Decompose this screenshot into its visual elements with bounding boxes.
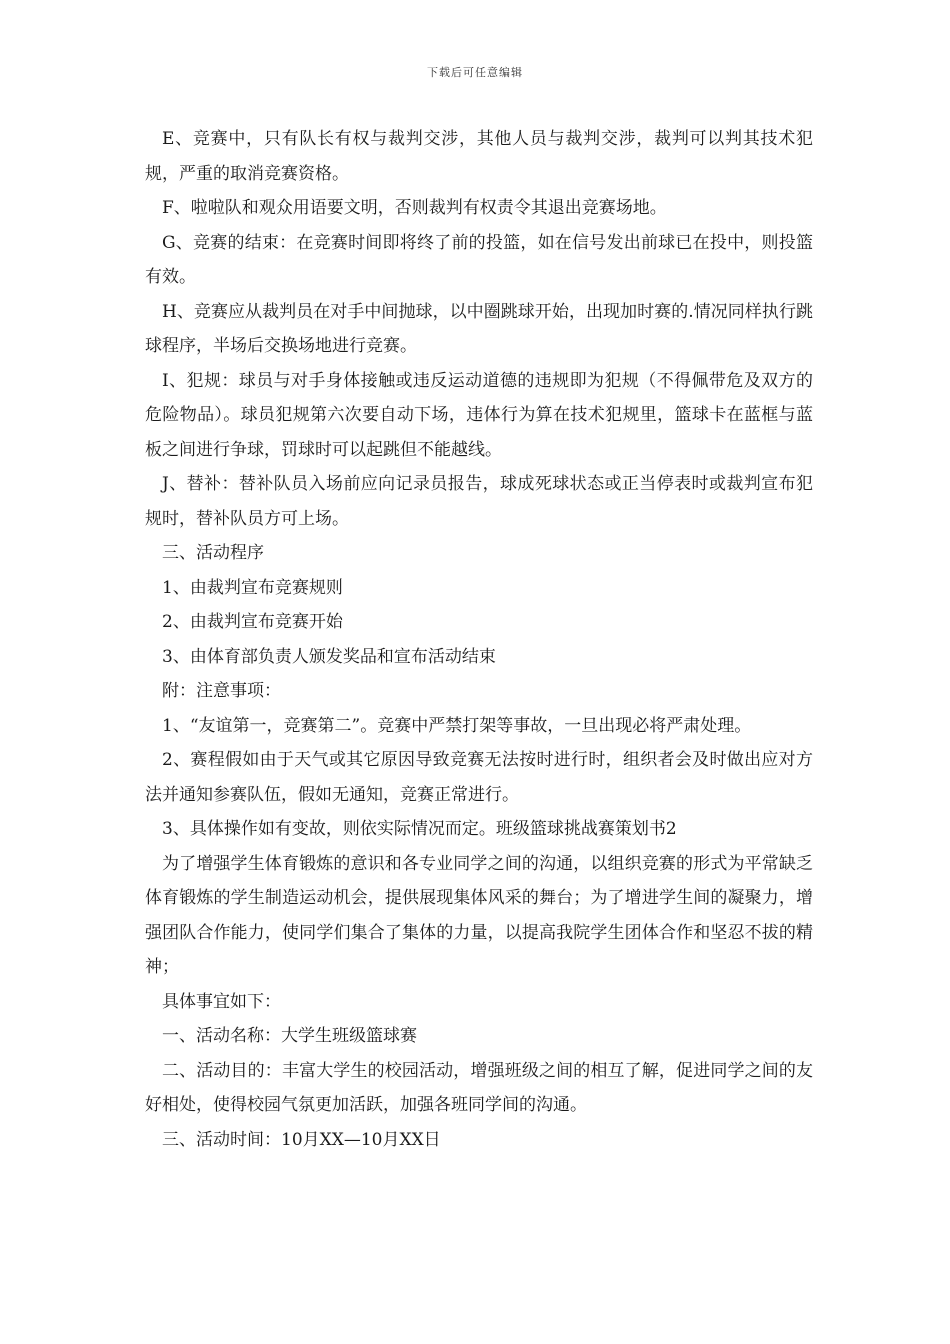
paragraph-rule-g: G、竞赛的结束：在竞赛时间即将终了前的投篮，如在信号发出前球已在投中，则投篮有效。 (145, 232, 813, 287)
procedure-step-1: 1、由裁判宣布竞赛规则 (162, 577, 343, 598)
details-heading: 具体事宜如下： (162, 991, 281, 1012)
paragraph-rule-i: I、犯规：球员与对手身体接触或违反运动道德的违规即为犯规（不得佩带危及双方的危险物品）。球员犯规第六次要自动下场，违体行为算在技术犯规里，篮球卡在蓝框与蓝板之间进行争球，罚球时可以起跳但不能越线。 (145, 370, 813, 460)
page-header: 下载后可任意编辑 (427, 66, 523, 79)
intro-paragraph: 为了增强学生体育锻炼的意识和各专业同学之间的沟通，以组织竞赛的形式为平常缺乏体育锻炼的学生制造运动机会，提供展现集体风采的舞台；为了增进学生间的凝聚力，增强团队合作能力，使同学们集合了集体的力量，以提高我院学生团体合作和坚忍不拔的精神； (145, 853, 813, 977)
procedure-step-2: 2、由裁判宣布竞赛开始 (162, 612, 343, 632)
activity-name: 一、活动名称：大学生班级篮球赛 (162, 1026, 417, 1046)
note-item-1: 1、“友谊第一，竞赛第二”。竞赛中严禁打架等事故，一旦出现必将严肃处理。 (162, 715, 752, 736)
paragraph-rule-h: H、竞赛应从裁判员在对手中间抛球，以中圈跳球开始，出现加时赛的.情况同样执行跳球程序，半场后交换场地进行竞赛。 (145, 301, 813, 356)
activity-time: 三、活动时间：10月XX—10月XX日 (162, 1129, 441, 1150)
paragraph-rule-f: F、啦啦队和观众用语要文明，否则裁判有权责令其退出竞赛场地。 (162, 198, 667, 218)
note-item-3: 3、具体操作如有变故，则依实际情况而定。班级篮球挑战赛策划书2 (162, 819, 677, 839)
activity-purpose: 二、活动目的：丰富大学生的校园活动，增强班级之间的相互了解，促进同学之间的友好相处，使得校园气氛更加活跃，加强各班同学间的沟通。 (145, 1060, 813, 1115)
section-heading-procedure: 三、活动程序 (162, 543, 264, 563)
paragraph-rule-e: E、竞赛中，只有队长有权与裁判交涉，其他人员与裁判交涉，裁判可以判其技术犯规，严重的取消竞赛资格。 (145, 129, 813, 184)
procedure-step-3: 3、由体育部负责人颁发奖品和宣布活动结束 (162, 646, 496, 667)
document-body (145, 122, 813, 1157)
notes-heading: 附：注意事项： (162, 681, 281, 701)
note-item-2: 2、赛程假如由于天气或其它原因导致竞赛无法按时进行时，组织者会及时做出应对方法并通知参赛队伍，假如无通知，竞赛正常进行。 (145, 750, 813, 805)
paragraph-rule-j: J、替补：替补队员入场前应向记录员报告，球成死球状态或正当停表时或裁判宣布犯规时，替补队员方可上场。 (145, 474, 813, 529)
